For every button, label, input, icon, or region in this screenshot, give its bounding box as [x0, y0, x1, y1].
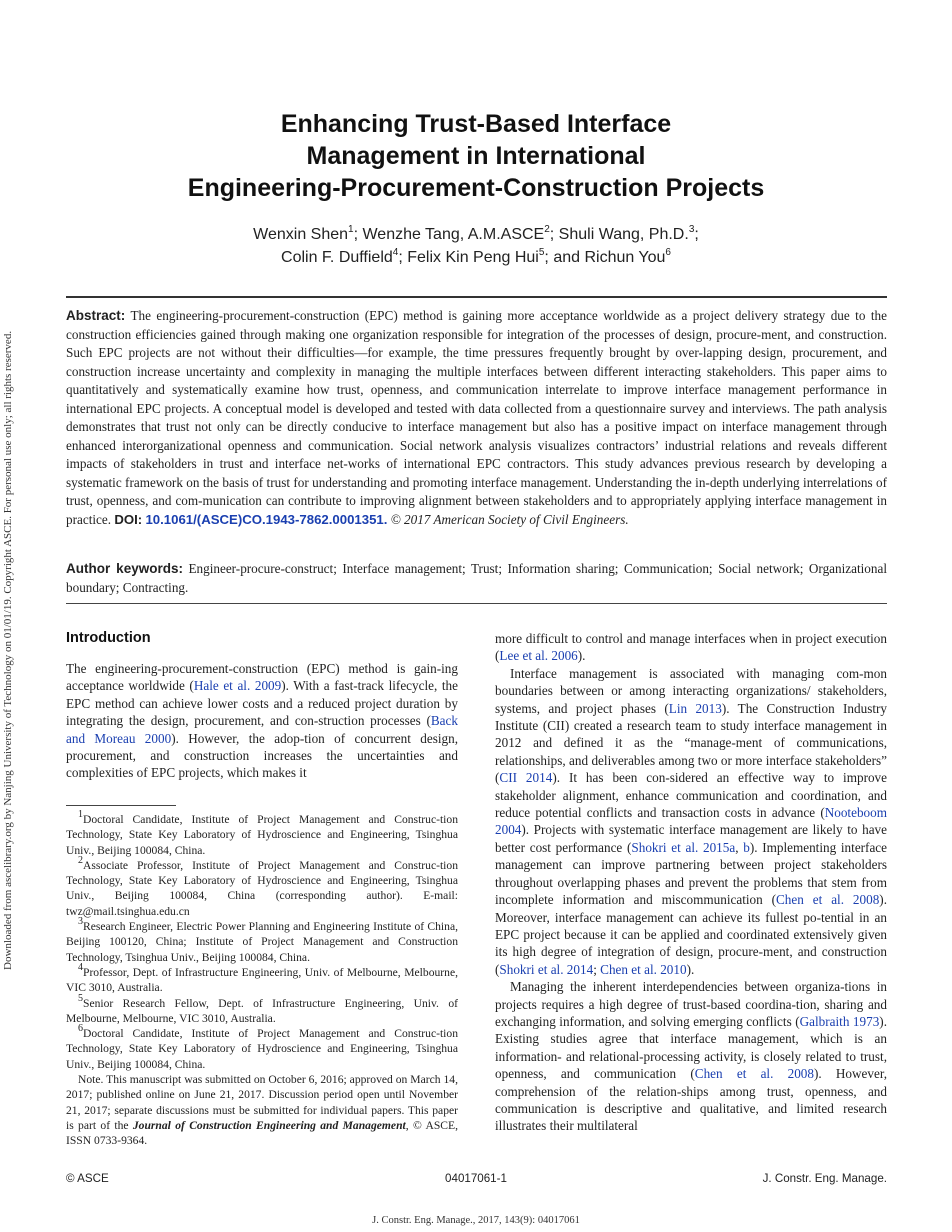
abstract-label: Abstract: — [66, 308, 126, 323]
note-text: , © ASCE, ISSN 0733-9364. — [66, 1118, 458, 1148]
footnote-text: Doctoral Candidate, Institute of Project Management and Construc-tion Technology, State Key Laboratory of Hydroscience and Engineering, Tsinghua Univ., Beijing 100084, China. — [66, 813, 458, 857]
affil-marker: 4 — [392, 246, 399, 258]
doi-label: DOI: — [114, 511, 143, 527]
author-line-1 — [120, 223, 832, 246]
author-separator: ; — [694, 226, 699, 243]
footnote-text: Associate Professor, Institute of Project Management and Construc-tion Technology, State Key Laboratory of Hydroscience and Engineering, Tsinghua Univ., Beijing 100084, China (corresponding author). E-mail: twz@mail.tsinghua.edu.cn — [66, 858, 458, 918]
affil-marker: 1 — [348, 223, 354, 235]
text-run: Interface management is associated with managing com-mon boundaries between or among interacting organizations/ stakeholders, systems, and project phases ( — [495, 665, 887, 716]
author-tang: ; Wenzhe Tang, A.M.ASCE — [353, 226, 545, 243]
doi-link[interactable]: 10.1061/(ASCE)CO.1943-7862.0001351. — [145, 511, 388, 527]
affil-marker: 3 — [688, 223, 695, 235]
note-text: Note. This manuscript was submitted on October 6, 2016; approved on March 14, 2017; published online on June 21, 2017. Discussion period open until November 21, 2017; separate discussions must be submitted for individual papers. This paper is part of the — [66, 1073, 458, 1132]
title-line-1: Enhancing Trust-Based Interface — [280, 110, 672, 138]
footnote-2 — [66, 855, 458, 919]
body-paragraph — [495, 630, 887, 665]
footnotes — [66, 809, 458, 1149]
author-hui: ; Felix Kin Peng Hui — [398, 249, 539, 266]
text-run: Managing the inherent interdependencies between organiza-tions in projects requires a high degree of trust-based coordina-tion, sharing and exchanging information, and solving emerging conflicts ( — [495, 979, 887, 1029]
footnote-6 — [66, 1023, 458, 1072]
footnote-1 — [66, 809, 458, 858]
abstract-top-rule — [66, 296, 887, 298]
paper-title — [120, 108, 832, 204]
citation-link[interactable]: Nooteboom 2004 — [495, 805, 887, 838]
title-line-3: Engineering-Procurement-Construction Projects — [187, 174, 765, 202]
affil-marker: 6 — [665, 246, 671, 258]
title-line-2: Management in International — [306, 142, 646, 170]
citation-link[interactable]: Shokri et al. 2015a — [631, 839, 736, 855]
citation-link[interactable]: Hale et al. 2009 — [193, 678, 282, 694]
footnote-3 — [66, 916, 458, 965]
affil-marker: 5 — [538, 246, 545, 258]
citation-link[interactable]: b — [743, 839, 750, 855]
footnote-5 — [66, 992, 458, 1027]
author-line-2 — [120, 246, 832, 269]
text-run: ). With a fast-track lifecycle, the EPC method can achieve lower costs and a reduced project duration by integrating the design, procurement, and con-struction processes ( — [66, 678, 458, 729]
citation-line: J. Constr. Eng. Manage., 2017, 143(9): 04017061 — [372, 1215, 580, 1226]
citation-link[interactable]: Chen et al. 2010 — [600, 961, 687, 977]
citation-link[interactable]: Chen et al. 2008 — [776, 892, 880, 908]
abstract-copyright: © 2017 American Society of Civil Engineers. — [390, 511, 629, 527]
abstract-text: The engineering-procurement-construction (EPC) method is gaining more acceptance worldwide as a project delivery strategy due to the construction efficiencies gained through making one organization responsible for integration of the processes of design, procure-ment, and construction. Such EPC projects are not without their difficulties—for example, the time pressures frequently brought by over-lapping design, procurement, and construction increase uncertainty and complexity in managing the multiple interfaces between different interacting stakeholders. This paper aims to quantitatively and systematically examine how trust, openness, and communication interrelate to improve interface management performance in international EPC projects. A conceptual model is developed and tested with data collected from a questionnaire survey and interviews. The path analysis demonstrates that trust not only can be directly conducive to interface management but also has a positive impact on interface management through enhanced interorganizational openness and communication. Social network analysis visualizes contractors’ industrial relations and reveals different impacts of stakeholders in trust and interface net-works of international EPC contractors. This study advances previous research by developing a systematic framework on the basis of trust for understanding and promoting interface management. Understanding the in-depth underlying interrelations of trust, openness, and com-munication can contribute to improving alignment between stakeholders and to appropriately applying interface management in practice. — [66, 308, 887, 527]
citation-link[interactable]: Shokri et al. 2014 — [499, 961, 594, 977]
text-run: , — [735, 839, 744, 855]
text-run: ; — [593, 961, 601, 977]
journal-name: Journal of Construction Engineering and Management — [132, 1118, 406, 1132]
citation-link[interactable]: Galbraith 1973 — [799, 1013, 880, 1029]
footnote-number: 4 — [78, 962, 83, 974]
body-paragraph — [495, 665, 887, 978]
section-heading-introduction: Introduction — [66, 630, 151, 646]
keywords-label: Author keywords: — [66, 561, 183, 576]
text-run: more difficult to control and manage interfaces when in project execution ( — [495, 631, 887, 664]
footnote-number: 3 — [78, 916, 83, 928]
author-keywords — [66, 560, 887, 597]
download-notice — [2, 270, 16, 970]
affil-marker: 2 — [544, 223, 550, 235]
footnote-number: 1 — [78, 809, 83, 821]
footnote-rule — [66, 805, 176, 806]
citation-link[interactable]: Lee et al. 2006 — [499, 648, 578, 664]
author-you: ; and Richun You — [544, 249, 666, 266]
body-paragraph — [495, 978, 887, 1135]
footer-article-number: 04017061-1 — [445, 1172, 507, 1185]
footnote-number: 5 — [78, 992, 83, 1004]
author-list — [120, 223, 832, 269]
manuscript-note — [66, 1072, 458, 1148]
footnote-number: 2 — [78, 855, 83, 867]
citation-link[interactable]: Back and Moreau 2000 — [66, 713, 458, 746]
text-run: ). Projects with systematic interface management are likely to have better cost performance ( — [495, 822, 887, 855]
text-run: ). It has been con-sidered an effective way to improve stakeholder alignment, enhance communication and coordination, and reduce potential conflicts and transaction costs in advance ( — [495, 770, 887, 821]
keywords-text: Engineer-procure-construct; Interface management; Trust; Information sharing; Communication; Social network; Organizational boundary; Contracting. — [66, 561, 888, 595]
author-wang: ; Shuli Wang, Ph.D. — [549, 226, 689, 243]
footnote-4 — [66, 962, 458, 996]
text-run: ). Moreover, interface management can achieve its fullest po-tential in an EPC project because it can be applied and coordinated extensively given its high degree of integration of design, procure-ment, and construction ( — [495, 892, 887, 977]
text-run: ). Implementing interface management can improve partnering between project stakeholders throughout overlapping phases and prevent the problems that stem from incomplete information and miscommunication ( — [495, 839, 888, 908]
footnote-text: Doctoral Candidate, Institute of Project Management and Construc-tion Technology, State Key Laboratory of Hydroscience and Engineering, Tsinghua Univ., Beijing 100084, China. — [66, 1027, 458, 1071]
text-run: ). The Construction Industry Institute (CII) created a research team to study interface management in 2012 and defined it as the “manage-ment of communications, relationships, and deliverables among two or more interface stakeholders” ( — [495, 700, 887, 786]
text-run: ). — [577, 648, 586, 664]
text-run: ). However, comprehension of the relation-ships among trust, openness, and communication is descriptive and qualitative, and limited research illustrates their multilateral — [495, 1066, 887, 1134]
text-run: The engineering-procurement-construction (EPC) method is gain-ing acceptance worldwide ( — [66, 661, 458, 694]
footer-publisher: © ASCE — [66, 1172, 109, 1185]
text-run: ). Existing studies agree that interface management, which is an information- and relational-processing activity, is closely related to trust, openness, and communication ( — [495, 1013, 887, 1082]
footnote-text: Research Engineer, Electric Power Planning and Engineering Institute of China, Beijing 100120, China; Institute of Project Management and Construction Technology, Tsinghua Univ., Beijing 100084, China. — [66, 920, 458, 964]
right-column — [495, 630, 887, 1135]
footnote-number: 6 — [78, 1023, 83, 1035]
footnote-text: Senior Research Fellow, Dept. of Infrastructure Engineering, Univ. of Melbourne, Melbourne, VIC 3010, Australia. — [66, 996, 458, 1025]
citation-link[interactable]: Lin 2013 — [668, 700, 722, 716]
author-duffield: Colin F. Duffield — [281, 249, 393, 266]
footnote-text: Professor, Dept. of Infrastructure Engineering, Univ. of Melbourne, Melbourne, VIC 3010, Australia. — [66, 965, 458, 995]
intro-paragraph — [66, 660, 458, 782]
citation-link[interactable]: Chen et al. 2008 — [694, 1066, 814, 1082]
footer-journal: J. Constr. Eng. Manage. — [762, 1172, 887, 1185]
keywords-rule — [66, 603, 887, 604]
left-column — [66, 660, 458, 782]
download-notice-text: Downloaded from ascelibrary.org by Nanjing University of Technology on 01/01/19. Copyright ASCE. For personal use only; all rights reserved. — [2, 330, 14, 970]
text-run: ). However, the adop-tion of concurrent design, procurement, and construction increases the uncertainties and complexities of EPC projects, which makes it — [66, 730, 458, 781]
text-run: ). — [686, 961, 695, 977]
abstract — [66, 307, 887, 529]
author-shen: Wenxin Shen — [253, 226, 349, 243]
citation-link[interactable]: CII 2014 — [499, 770, 553, 786]
